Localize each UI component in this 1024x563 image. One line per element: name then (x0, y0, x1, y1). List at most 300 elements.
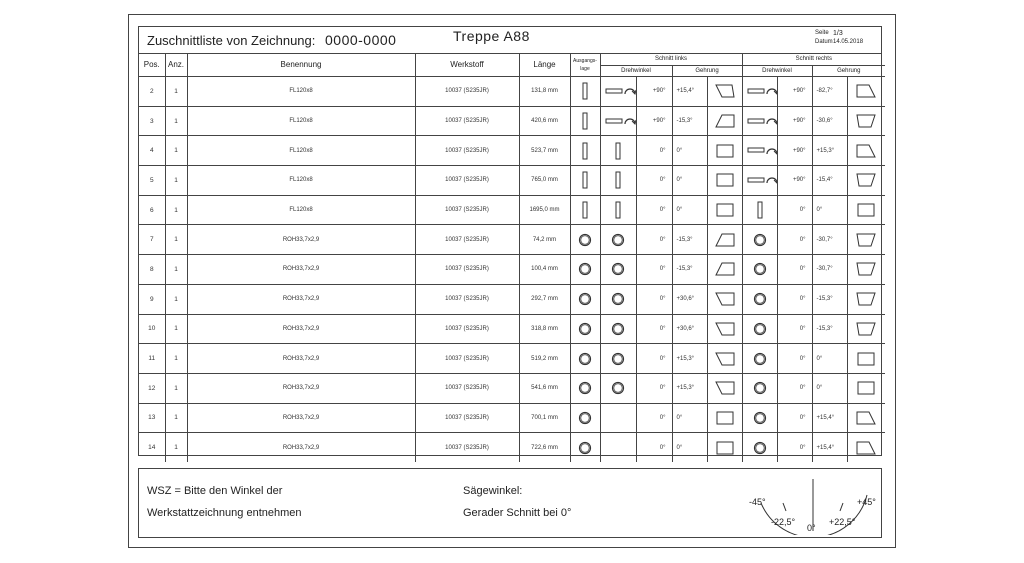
cell-pos: 11 (139, 344, 165, 374)
cell-left-rotation-shape (600, 106, 636, 136)
cell-left-rotation: 0° (636, 195, 672, 225)
cell-profile (570, 136, 600, 166)
cell-left-miter-shape (707, 255, 742, 285)
cell-pos: 5 (139, 166, 165, 196)
cell-profile (570, 106, 600, 136)
note-line-2: Werkstattzeichnung entnehmen (147, 507, 302, 519)
rotate-arrow-icon (765, 86, 778, 96)
cell-right-miter-shape (847, 314, 885, 344)
cell-qty: 1 (165, 403, 187, 433)
cell-right-rotation-shape (742, 433, 777, 462)
cell-name: ROH33,7x2,9 (187, 255, 415, 285)
cell-right-rotation-shape (742, 77, 777, 107)
cut-list-table (139, 53, 885, 462)
table-row (139, 136, 885, 166)
square-icon (716, 441, 734, 455)
cell-left-rotation-shape (600, 255, 636, 285)
cell-length: 318,8 mm (519, 314, 570, 344)
cell-qty: 1 (165, 195, 187, 225)
tube-icon (578, 262, 592, 276)
miter-d-icon (856, 173, 876, 187)
cell-name: ROH33,7x2,9 (187, 225, 415, 255)
saw-angle-text: Gerader Schnitt bei 0° (463, 507, 572, 519)
cell-material: 10037 (S235JR) (415, 403, 519, 433)
cell-right-rotation-shape (742, 136, 777, 166)
cell-left-miter-shape (707, 284, 742, 314)
cell-left-miter-shape (707, 344, 742, 374)
cell-right-rotation: 0° (777, 433, 812, 462)
cell-right-rotation: +90° (777, 106, 812, 136)
cell-length: 131,8 mm (519, 77, 570, 107)
rotate-arrow-icon (623, 86, 637, 96)
table-row (139, 314, 885, 344)
square-icon (857, 352, 875, 366)
cell-right-miter-shape (847, 255, 885, 285)
cell-name: FL120x8 (187, 195, 415, 225)
note-line-1: WSZ = Bitte den Winkel der (147, 485, 283, 497)
tube-profile-icon (753, 262, 767, 276)
cell-left-rotation: 0° (636, 284, 672, 314)
flat-v-profile-icon (615, 201, 621, 219)
cell-left-rotation: 0° (636, 166, 672, 196)
cell-right-rotation-shape (742, 284, 777, 314)
cell-left-miter-shape (707, 403, 742, 433)
cell-qty: 1 (165, 344, 187, 374)
angle-minus45: -45° (749, 497, 766, 507)
cell-qty: 1 (165, 106, 187, 136)
cell-left-miter: -15,3° (672, 255, 707, 285)
cell-left-miter-shape (707, 106, 742, 136)
cell-left-rotation-shape (600, 373, 636, 403)
cell-length: 420,6 mm (519, 106, 570, 136)
cell-pos: 6 (139, 195, 165, 225)
tube-profile-icon (753, 352, 767, 366)
cell-pos: 10 (139, 314, 165, 344)
cell-qty: 1 (165, 166, 187, 196)
cell-qty: 1 (165, 433, 187, 462)
cell-left-rotation-shape (600, 166, 636, 196)
cell-material: 10037 (S235JR) (415, 106, 519, 136)
cell-right-rotation-shape (742, 373, 777, 403)
cell-right-miter-shape (847, 136, 885, 166)
cell-right-miter: +15,4° (812, 433, 847, 462)
cell-qty: 1 (165, 77, 187, 107)
cell-right-rotation: +90° (777, 77, 812, 107)
miter-b-icon (856, 411, 876, 425)
tube-profile-icon (611, 381, 625, 395)
cell-left-rotation: 0° (636, 225, 672, 255)
cell-right-miter-shape (847, 373, 885, 403)
miter-e-icon (715, 352, 735, 366)
cell-profile (570, 195, 600, 225)
table-row (139, 373, 885, 403)
cell-length: 541,6 mm (519, 373, 570, 403)
cell-right-rotation-shape (742, 403, 777, 433)
cell-profile (570, 166, 600, 196)
tube-profile-icon (753, 292, 767, 306)
miter-d-icon (856, 322, 876, 336)
col-left-rotation: Drehwinkel (600, 66, 672, 77)
cell-length: 74,2 mm (519, 225, 570, 255)
cell-left-miter-shape (707, 136, 742, 166)
cell-material: 10037 (S235JR) (415, 195, 519, 225)
cell-right-miter: -30,7° (812, 225, 847, 255)
cell-left-rotation-shape (600, 77, 636, 107)
angle-minus22: -22,5° (771, 517, 796, 527)
cell-pos: 7 (139, 225, 165, 255)
col-left-miter: Gehrung (672, 66, 742, 77)
tube-icon (578, 292, 592, 306)
square-icon (716, 203, 734, 217)
sheet-title (147, 32, 396, 48)
cell-left-miter: 0° (672, 403, 707, 433)
drawing-number: 0000-0000 (325, 32, 397, 48)
tube-profile-icon (753, 411, 767, 425)
flat-h-profile-icon (747, 177, 765, 184)
flat-h-profile-icon (605, 88, 623, 95)
cell-pos: 13 (139, 403, 165, 433)
cell-qty: 1 (165, 225, 187, 255)
cell-length: 519,2 mm (519, 344, 570, 374)
cell-right-miter-shape (847, 344, 885, 374)
cell-left-miter-shape (707, 166, 742, 196)
cell-qty: 1 (165, 284, 187, 314)
cell-left-miter-shape (707, 314, 742, 344)
square-icon (716, 144, 734, 158)
miter-c-icon (715, 262, 735, 276)
cell-profile (570, 373, 600, 403)
table-row (139, 403, 885, 433)
col-right-rotation: Drehwinkel (742, 66, 812, 77)
angle-plus22: +22,5° (829, 517, 856, 527)
cell-profile (570, 284, 600, 314)
cell-right-miter-shape (847, 195, 885, 225)
cell-right-miter: +15,3° (812, 136, 847, 166)
cell-left-rotation-shape (600, 403, 636, 433)
cell-name: FL120x8 (187, 136, 415, 166)
col-length: Länge (519, 53, 570, 77)
cell-length: 100,4 mm (519, 255, 570, 285)
cell-material: 10037 (S235JR) (415, 136, 519, 166)
flat-icon (582, 82, 588, 100)
miter-d-icon (856, 114, 876, 128)
tube-profile-icon (753, 381, 767, 395)
cell-pos: 12 (139, 373, 165, 403)
cell-name: FL120x8 (187, 166, 415, 196)
cell-right-miter: -15,3° (812, 284, 847, 314)
flat-h-profile-icon (747, 118, 765, 125)
flat-icon (582, 112, 588, 130)
cell-length: 292,7 mm (519, 284, 570, 314)
cell-right-rotation: +90° (777, 166, 812, 196)
cell-name: ROH33,7x2,9 (187, 373, 415, 403)
cell-left-miter-shape (707, 373, 742, 403)
cell-profile (570, 255, 600, 285)
square-icon (857, 381, 875, 395)
cell-left-miter: 0° (672, 166, 707, 196)
miter-b-icon (856, 144, 876, 158)
cell-left-miter-shape (707, 195, 742, 225)
page-value: 1/3 (833, 30, 843, 37)
tube-profile-icon (753, 322, 767, 336)
cell-left-rotation: 0° (636, 136, 672, 166)
col-profile: Ausgangs- lage (570, 53, 600, 77)
cell-pos: 8 (139, 255, 165, 285)
cell-material: 10037 (S235JR) (415, 373, 519, 403)
table-row (139, 106, 885, 136)
cell-right-rotation-shape (742, 255, 777, 285)
miter-e-icon (715, 381, 735, 395)
cell-left-rotation: 0° (636, 344, 672, 374)
cell-left-miter-shape (707, 433, 742, 462)
cell-left-rotation-shape (600, 314, 636, 344)
rotate-arrow-icon (765, 146, 778, 156)
cell-qty: 1 (165, 255, 187, 285)
col-cut-left: Schnitt links (600, 53, 742, 66)
cell-right-miter-shape (847, 106, 885, 136)
cell-qty: 1 (165, 136, 187, 166)
cell-right-rotation: 0° (777, 255, 812, 285)
cell-left-miter: 0° (672, 433, 707, 462)
square-icon (857, 203, 875, 217)
cell-right-miter-shape (847, 225, 885, 255)
cell-left-miter: +30,6° (672, 284, 707, 314)
flat-h-profile-icon (605, 118, 623, 125)
cell-left-miter: 0° (672, 195, 707, 225)
cell-right-rotation-shape (742, 314, 777, 344)
cell-left-miter-shape (707, 225, 742, 255)
date-value: 14.05.2018 (833, 39, 864, 45)
cell-name: ROH33,7x2,9 (187, 284, 415, 314)
table-row (139, 255, 885, 285)
cell-left-rotation: +90° (636, 106, 672, 136)
cell-left-rotation-shape (600, 136, 636, 166)
cell-right-rotation-shape (742, 225, 777, 255)
miter-d-icon (856, 262, 876, 276)
col-cut-right: Schnitt rechts (742, 53, 885, 66)
cell-profile (570, 344, 600, 374)
cell-name: ROH33,7x2,9 (187, 433, 415, 462)
cell-material: 10037 (S235JR) (415, 77, 519, 107)
cell-profile (570, 433, 600, 462)
cell-profile (570, 403, 600, 433)
rotate-arrow-icon (623, 116, 637, 126)
col-name: Benennung (187, 53, 415, 77)
miter-c-icon (715, 233, 735, 247)
cell-length: 1695,0 mm (519, 195, 570, 225)
cell-right-miter: -15,3° (812, 314, 847, 344)
cell-material: 10037 (S235JR) (415, 166, 519, 196)
cell-qty: 1 (165, 373, 187, 403)
cell-left-rotation-shape (600, 284, 636, 314)
cell-right-miter: +15,4° (812, 403, 847, 433)
cell-left-rotation: 0° (636, 373, 672, 403)
cell-right-rotation: 0° (777, 195, 812, 225)
date-label: Datum (815, 39, 833, 45)
cell-left-miter: +15,3° (672, 373, 707, 403)
flat-icon (582, 142, 588, 160)
miter-e-icon (715, 292, 735, 306)
square-icon (716, 411, 734, 425)
table-row (139, 166, 885, 196)
flat-h-profile-icon (747, 88, 765, 95)
table-row (139, 225, 885, 255)
cell-left-miter: +30,6° (672, 314, 707, 344)
cell-left-rotation: 0° (636, 314, 672, 344)
cell-length: 722,6 mm (519, 433, 570, 462)
tube-icon (578, 441, 592, 455)
cell-right-miter: 0° (812, 373, 847, 403)
cut-list-frame (138, 26, 882, 456)
cell-left-miter: +15,3° (672, 344, 707, 374)
tube-profile-icon (611, 292, 625, 306)
cell-right-miter: -15,4° (812, 166, 847, 196)
cell-material: 10037 (S235JR) (415, 344, 519, 374)
cell-qty: 1 (165, 314, 187, 344)
cell-left-miter: 0° (672, 136, 707, 166)
cell-name: FL120x8 (187, 106, 415, 136)
cell-left-miter: +15,4° (672, 77, 707, 107)
cell-right-rotation: +90° (777, 136, 812, 166)
cell-left-miter: -15,3° (672, 106, 707, 136)
cell-right-rotation: 0° (777, 225, 812, 255)
cell-right-miter-shape (847, 166, 885, 196)
cell-pos: 3 (139, 106, 165, 136)
square-icon (716, 173, 734, 187)
table-row (139, 433, 885, 462)
cell-length: 700,1 mm (519, 403, 570, 433)
cell-right-rotation-shape (742, 195, 777, 225)
cell-left-miter: -15,3° (672, 225, 707, 255)
angle-plus45: +45° (857, 497, 876, 507)
cell-left-rotation-shape (600, 344, 636, 374)
cell-right-miter: -30,6° (812, 106, 847, 136)
cell-material: 10037 (S235JR) (415, 225, 519, 255)
cell-material: 10037 (S235JR) (415, 255, 519, 285)
tube-icon (578, 352, 592, 366)
cell-pos: 2 (139, 77, 165, 107)
flat-h-profile-icon (747, 147, 765, 154)
cell-length: 523,7 mm (519, 136, 570, 166)
footer-panel (138, 468, 882, 538)
col-right-miter: Gehrung (812, 66, 885, 77)
cell-pos: 9 (139, 284, 165, 314)
part-name: Treppe A88 (453, 28, 530, 44)
cell-right-rotation-shape (742, 344, 777, 374)
cell-right-miter: 0° (812, 195, 847, 225)
sheet-meta (815, 29, 863, 47)
cell-left-rotation: 0° (636, 255, 672, 285)
tube-profile-icon (753, 233, 767, 247)
angle-zero: 0° (807, 523, 816, 533)
cell-name: FL120x8 (187, 77, 415, 107)
cell-left-rotation: 0° (636, 403, 672, 433)
cell-right-rotation-shape (742, 106, 777, 136)
page-label: Seite (815, 30, 829, 36)
cell-material: 10037 (S235JR) (415, 314, 519, 344)
cell-length: 765,0 mm (519, 166, 570, 196)
cell-right-rotation: 0° (777, 284, 812, 314)
table-row (139, 284, 885, 314)
sheet-title-label: Zuschnittliste von Zeichnung: (147, 33, 316, 48)
cell-left-rotation: 0° (636, 433, 672, 462)
col-pos: Pos. (139, 53, 165, 77)
cell-profile (570, 77, 600, 107)
cell-right-rotation: 0° (777, 373, 812, 403)
col-qty: Anz. (165, 53, 187, 77)
cell-left-rotation: +90° (636, 77, 672, 107)
cell-profile (570, 314, 600, 344)
table-row (139, 195, 885, 225)
cell-right-miter: -30,7° (812, 255, 847, 285)
tube-profile-icon (611, 233, 625, 247)
cell-right-miter: -82,7° (812, 77, 847, 107)
cell-left-rotation-shape (600, 225, 636, 255)
rotate-arrow-icon (765, 175, 778, 185)
cell-material: 10037 (S235JR) (415, 284, 519, 314)
miter-b-icon (856, 84, 876, 98)
flat-v-profile-icon (615, 142, 621, 160)
miter-e-icon (715, 322, 735, 336)
cell-right-miter-shape (847, 284, 885, 314)
cell-profile (570, 225, 600, 255)
flat-icon (582, 201, 588, 219)
cell-right-rotation: 0° (777, 403, 812, 433)
cell-pos: 4 (139, 136, 165, 166)
flat-v-profile-icon (757, 201, 763, 219)
tube-icon (578, 322, 592, 336)
cell-name: ROH33,7x2,9 (187, 314, 415, 344)
tube-profile-icon (611, 322, 625, 336)
miter-d-icon (856, 292, 876, 306)
cell-left-miter-shape (707, 77, 742, 107)
saw-angle-title: Sägewinkel: (463, 485, 523, 497)
tube-icon (578, 233, 592, 247)
miter-d-icon (856, 233, 876, 247)
table-row (139, 77, 885, 107)
tube-profile-icon (611, 352, 625, 366)
cell-left-rotation-shape (600, 195, 636, 225)
tube-profile-icon (753, 441, 767, 455)
flat-icon (582, 171, 588, 189)
cell-right-rotation: 0° (777, 344, 812, 374)
flat-v-profile-icon (615, 171, 621, 189)
cell-name: ROH33,7x2,9 (187, 344, 415, 374)
tube-icon (578, 411, 592, 425)
cell-right-miter: 0° (812, 344, 847, 374)
miter-b-icon (856, 441, 876, 455)
cell-name: ROH33,7x2,9 (187, 403, 415, 433)
cell-right-miter-shape (847, 77, 885, 107)
cell-right-rotation: 0° (777, 314, 812, 344)
tube-profile-icon (611, 262, 625, 276)
col-material: Werkstoff (415, 53, 519, 77)
miter-a-icon (715, 84, 735, 98)
rotate-arrow-icon (765, 116, 778, 126)
cell-left-rotation-shape (600, 433, 636, 462)
cut-list-rows (139, 77, 885, 462)
table-row (139, 344, 885, 374)
saw-angle-diagram-icon (739, 473, 879, 535)
cell-material: 10037 (S235JR) (415, 433, 519, 462)
tube-icon (578, 381, 592, 395)
cell-right-miter-shape (847, 433, 885, 462)
title-row (139, 27, 881, 54)
miter-c-icon (715, 114, 735, 128)
cell-pos: 14 (139, 433, 165, 462)
cell-right-rotation-shape (742, 166, 777, 196)
cell-right-miter-shape (847, 403, 885, 433)
